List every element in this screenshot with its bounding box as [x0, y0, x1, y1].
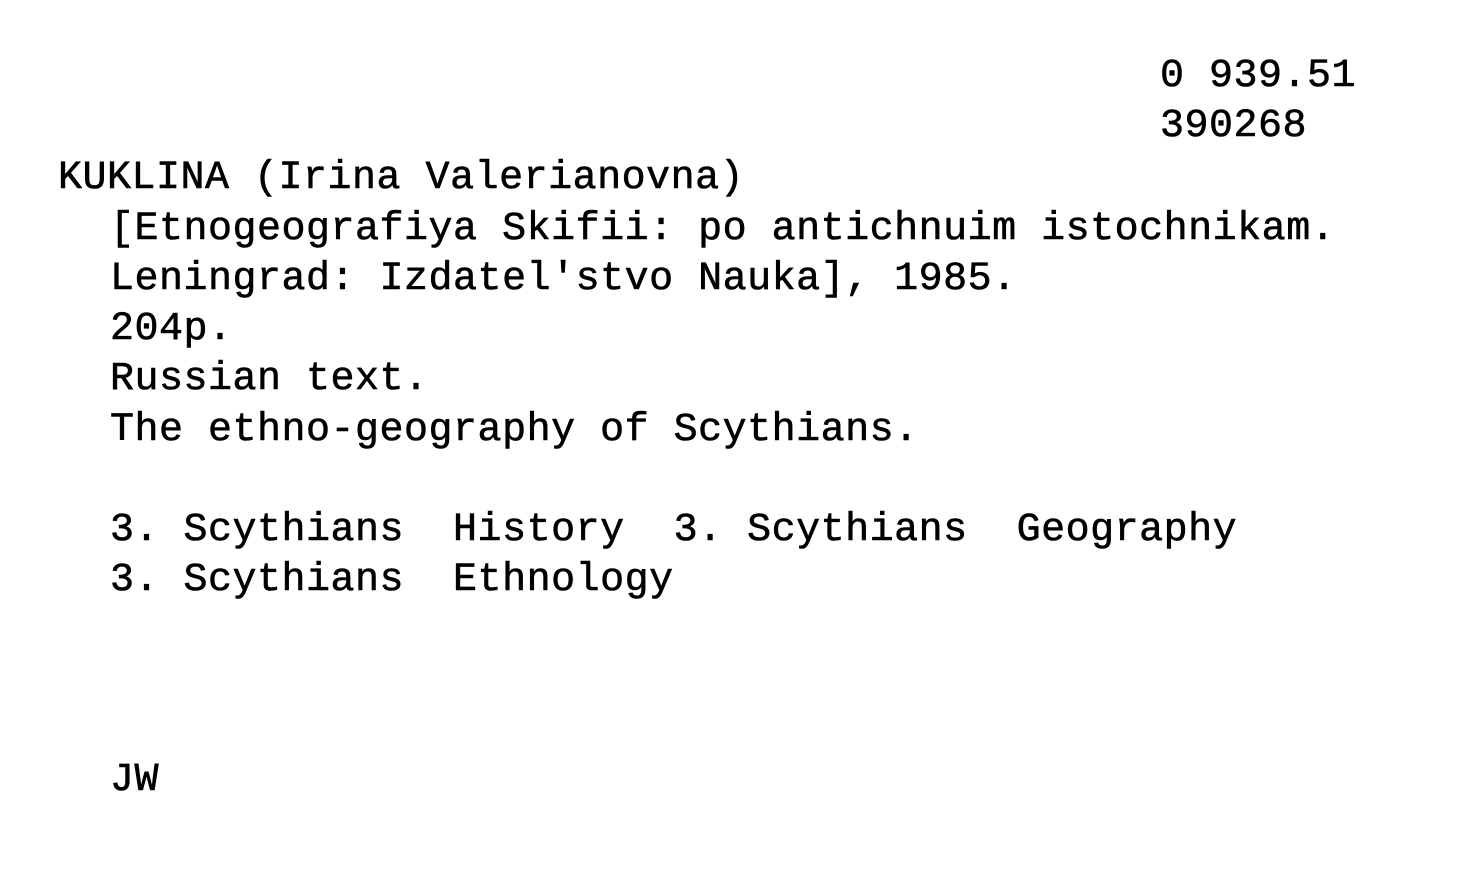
pagination: 204p.	[110, 307, 233, 352]
author-heading: KUKLINA (Irina Valerianovna)	[58, 156, 745, 201]
subject-line-2: 3. Scythians Ethnology	[110, 558, 674, 603]
title-line-1: [Etnogeografiya Skifii: po antichnuim istochnikam.	[110, 207, 1336, 252]
cataloger-initials: JW	[110, 758, 160, 803]
call-number-accession: 390268	[1160, 104, 1308, 149]
call-number-classmark: 0 939.51	[1160, 54, 1357, 99]
title-line-2: Leningrad: Izdatel'stvo Nauka], 1985.	[110, 257, 1017, 302]
subject-line-1: 3. Scythians History 3. Scythians Geography	[110, 508, 1238, 553]
note-language: Russian text.	[110, 357, 429, 402]
note-summary: The ethno-geography of Scythians.	[110, 408, 919, 453]
